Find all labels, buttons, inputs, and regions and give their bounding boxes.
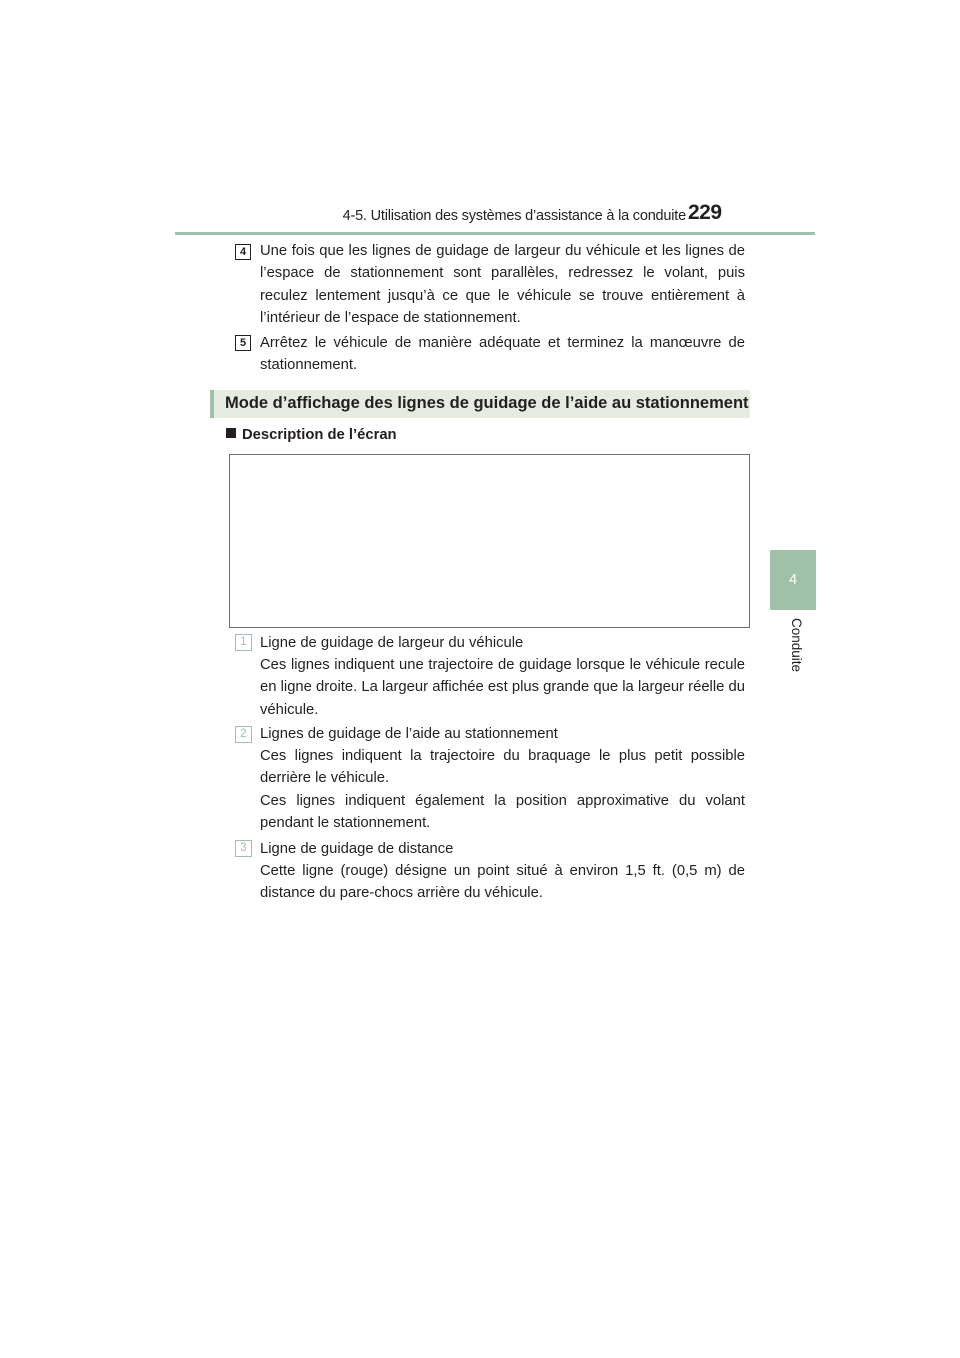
step-number-badge: 4 — [235, 244, 251, 260]
subheading — [226, 427, 397, 443]
item-title: Lignes de guidage de l’aide au stationnement — [260, 726, 558, 742]
section-heading: Mode d’affichage des lignes de guidage de l’aide au stationnement — [225, 394, 749, 412]
header-divider — [175, 232, 815, 235]
item-description: Cette ligne (rouge) désigne un point situé à environ 1,5 ft. (0,5 m) de distance du pare-chocs arrière du véhicule. — [260, 863, 745, 902]
item-description: Ces lignes indiquent la trajectoire du braquage le plus petit possible derrière le véhicule. — [260, 748, 745, 787]
item-description-additional: Ces lignes indiquent également la position approximative du volant pendant le stationnement. — [260, 793, 745, 832]
callout-number: 2 — [235, 726, 252, 743]
screen-illustration-frame — [229, 454, 750, 628]
section-heading-bar — [210, 390, 750, 418]
step-number-badge: 5 — [235, 335, 251, 351]
running-header-title: 4-5. Utilisation des systèmes d’assistance à la conduite — [342, 208, 686, 224]
page-number: 229 — [688, 201, 722, 224]
chapter-tab-label-wrapper — [776, 618, 816, 678]
square-bullet-icon — [226, 428, 236, 438]
chapter-tab: 4 — [770, 550, 816, 610]
item-title: Ligne de guidage de largeur du véhicule — [260, 635, 524, 651]
callout-number: 1 — [235, 634, 252, 651]
step-text: Arrêtez le véhicule de manière adéquate et terminez la manœuvre de stationnement. — [260, 335, 745, 374]
step-text: Une fois que les lignes de guidage de largeur du véhicule et les lignes de l’espace de stationnement sont parallèles, redressez le volant, puis reculez lentement jusqu’à ce que le véhicule se trouve entièrement à l’intérieur de l’espace de stationnement. — [260, 243, 745, 326]
item-description: Ces lignes indiquent une trajectoire de guidage lorsque le véhicule recule en ligne droite. La largeur affichée est plus grande que la largeur réelle du véhicule. — [260, 657, 745, 718]
chapter-tab-label: Conduite — [789, 618, 804, 673]
item-title: Ligne de guidage de distance — [260, 841, 454, 857]
callout-number: 3 — [235, 840, 252, 857]
subheading-text: Description de l’écran — [242, 427, 397, 443]
